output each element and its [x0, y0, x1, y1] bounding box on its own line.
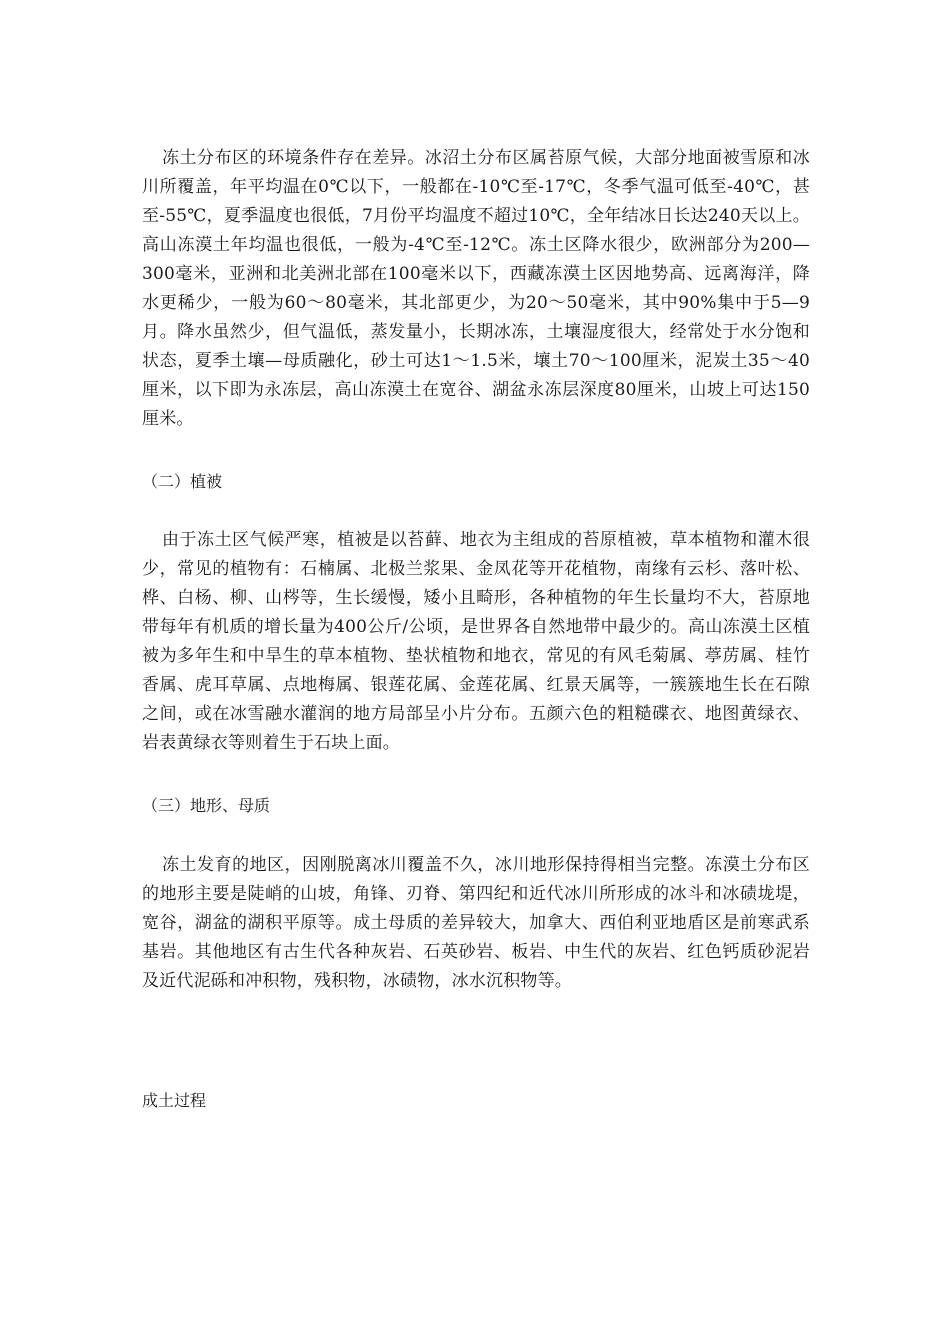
climate-paragraph: 冻土分布区的环境条件存在差异。冰沼土分布区属苔原气候，大部分地面被雪原和冰川所覆盖，年平均温在0℃以下，一般都在-10℃至-17℃，冬季气温可低至-40℃，甚至-55℃，夏季温度也很低，7月份平均温度不超过10℃，全年结冰日长达240天以上。高山冻漠土年均温也很低，一般为-4℃至-12℃。冻土区降水很少，欧洲部分为200—300毫米，亚洲和北美洲北部在100毫米以下，西藏冻漠土区因地势高、远离海洋，降水更稀少，一般为60～80毫米，其北部更少，为20～50毫米，其中90%集中于5—9月。降水虽然少，但气温低，蒸发量小，长期冰冻，土壤湿度很大，经常处于水分饱和状态，夏季土壤—母质融化，砂土可达1～1.5米，壤土70～100厘米，泥炭土35～40厘米，以下即为永冻层，高山冻漠土在宽谷、湖盆永冻层深度80厘米，山坡上可达150厘米。 — [142, 148, 810, 429]
vegetation-heading: （二）植被 — [142, 472, 223, 491]
soil-formation-heading: 成土过程 — [142, 1091, 207, 1110]
terrain-paragraph: 冻土发育的地区，因刚脱离冰川覆盖不久，冰川地形保持得相当完整。冻漠土分布区的地形主要是陡峭的山坡，角锋、刃脊、第四纪和近代冰川所形成的冰斗和冰碛垅堤，宽谷，湖盆的湖积平原等。成土母质的差异较大，加拿大、西伯利亚地盾区是前寒武系基岩。其他地区有古生代各种灰岩、石英砂岩、板岩、中生代的灰岩、红色钙质砂泥岩及近代泥砾和冲积物，残积物，冰碛物，冰水沉积物等。 — [142, 855, 810, 991]
vegetation-paragraph: 由于冻土区气候严寒，植被是以苔藓、地衣为主组成的苔原植被，草本植物和灌木很少，常见的植物有：石楠属、北极兰浆果、金凤花等开花植物，南缘有云杉、落叶松、桦、白杨、柳、山梣等，生长缓慢，矮小且畸形，各种植物的年生长量均不大，苔原地带每年有机质的增长量为400公斤/公顷，是世界各自然地带中最少的。高山冻漠土区植被为多年生和中旱生的草本植物、垫状植物和地衣，常见的有风毛菊属、葶苈属、桂竹香属、虎耳草属、点地梅属、银莲花属、金莲花属、红景天属等，一簇簇地生长在石隙之间，或在冰雪融水灌润的地方局部呈小片分布。五颜六色的粗糙碟衣、地图黄绿衣、岩表黄绿衣等则着生于石块上面。 — [142, 530, 810, 753]
terrain-heading: （三）地形、母质 — [142, 796, 271, 815]
